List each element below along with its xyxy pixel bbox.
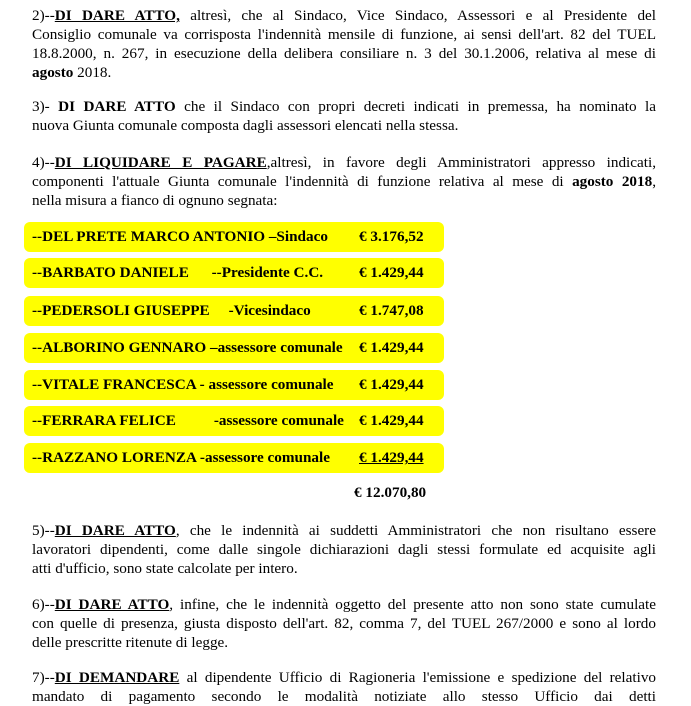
paragraph-5-line-1 — [32, 521, 656, 540]
payee-name: --FERRARA FELICE -assessore comunale — [32, 412, 344, 429]
paragraph-3-line-1 — [32, 97, 656, 116]
paragraph-number: 7)-- — [32, 669, 55, 686]
payee-name: --PEDERSOLI GIUSEPPE -Vicesindaco — [32, 302, 311, 319]
paragraph-7-line-1 — [32, 668, 656, 687]
payee-amount: € 1.429,44 — [359, 449, 424, 466]
paragraph-3 — [32, 97, 656, 135]
paragraph-text: al dipendente Ufficio di Ragioneria l'emissione e spedizione del relativo — [179, 669, 657, 686]
paragraph-5 — [32, 521, 656, 578]
paragraph-2-line-1 — [32, 6, 656, 25]
paragraph-heading: DI LIQUIDARE E PAGARE — [54, 154, 267, 171]
paragraph-heading: DI DEMANDARE — [54, 669, 180, 686]
payee-amount: € 1.429,44 — [359, 376, 424, 393]
payee-name: --RAZZANO LORENZA -assessore comunale — [32, 449, 330, 466]
paragraph-text: che il Sindaco con propri decreti indicati in premessa, ha nominato la — [175, 98, 656, 115]
paragraph-6-line-2: con quelle di presenza, giusta disposto dell'art. 82, comma 7, del TUEL 267/2000 e sono al lordo — [32, 615, 656, 632]
payee-amount: € 1.429,44 — [359, 412, 424, 429]
paragraph-number: 4)-- — [32, 154, 55, 171]
paragraph-text: , infine, che le indennità oggetto del presente atto non sono state cumulate — [169, 596, 656, 613]
payee-amount: € 1.429,44 — [359, 264, 424, 281]
total-amount: € 12.070,80 — [354, 484, 427, 501]
paragraph-5-line-3: atti d'ufficio, sono state calcolate per intero. — [32, 560, 298, 577]
paragraph-4-line-3: nella misura a fianco di ognuno segnata: — [32, 192, 278, 209]
paragraph-5-line-2: lavoratori dipendenti, come dalle singole dichiarazioni dagli stessi formulate ed acquisite agli — [32, 541, 656, 558]
payee-name: --VITALE FRANCESCA - assessore comunale — [32, 376, 334, 393]
paragraph-6-line-1 — [32, 595, 656, 614]
paragraph-6 — [32, 595, 656, 652]
paragraph-heading: DI DARE ATTO — [54, 596, 170, 613]
paragraph-heading: DI DARE ATTO — [54, 522, 176, 539]
paragraph-text: ,altresì, in favore degli Amministratori appresso indicati, — [266, 154, 656, 171]
payee-name: --DEL PRETE MARCO ANTONIO –Sindaco — [32, 228, 328, 245]
payee-amount: € 1.429,44 — [359, 339, 424, 356]
paragraph-number: 3)- — [32, 98, 59, 115]
paragraph-6-line-3: delle prescritte ritenute di legge. — [32, 634, 229, 651]
paragraph-4-line-2 — [32, 172, 656, 191]
paragraph-2 — [32, 6, 656, 82]
paragraph-4-line-1 — [32, 153, 656, 172]
paragraph-number: 2)-- — [32, 7, 55, 24]
payee-name: --BARBATO DANIELE --Presidente C.C. — [32, 264, 324, 281]
paragraph-text: , — [652, 173, 656, 190]
paragraph-2-line-4 — [32, 63, 656, 82]
paragraph-2-line-3: 18.8.2000, n. 267, in esecuzione della delibera consiliare n. 3 del 30.1.2006, relativa al mese di — [32, 45, 656, 62]
paragraph-number: 6)-- — [32, 596, 55, 613]
paragraph-number: 5)-- — [32, 522, 55, 539]
paragraph-heading: DI DARE ATTO, — [54, 7, 180, 24]
bold-text: agosto — [32, 64, 74, 81]
paragraph-7 — [32, 668, 656, 706]
paragraph-heading: DI DARE ATTO — [58, 98, 176, 115]
payee-amount: € 3.176,52 — [359, 228, 424, 245]
payee-name: --ALBORINO GENNARO –assessore comunale — [32, 339, 343, 356]
paragraph-4 — [32, 153, 656, 210]
paragraph-text: componenti l'attuale Giunta comunale l'indennità di funzione relativa al mese di — [32, 173, 573, 190]
bold-text: agosto 2018 — [572, 173, 653, 190]
paragraph-3-line-2: nuova Giunta comunale composta dagli assessori elencati nella stessa. — [32, 117, 459, 134]
paragraph-text: 2018. — [73, 64, 112, 81]
payee-amount: € 1.747,08 — [359, 302, 424, 319]
paragraph-7-line-2: mandato di pagamento secondo le modalità notiziate allo stesso Ufficio dai detti — [32, 688, 656, 705]
paragraph-text: altresì, che al Sindaco, Vice Sindaco, Assessori e al Presidente del — [179, 7, 657, 24]
paragraph-2-line-2: Consiglio comunale va corrisposta l'indennità mensile di funzione, ai sensi dell'art. 82 del TUEL — [32, 26, 656, 43]
paragraph-text: , che le indennità ai suddetti Amministratori che non risultano essere — [175, 522, 656, 539]
